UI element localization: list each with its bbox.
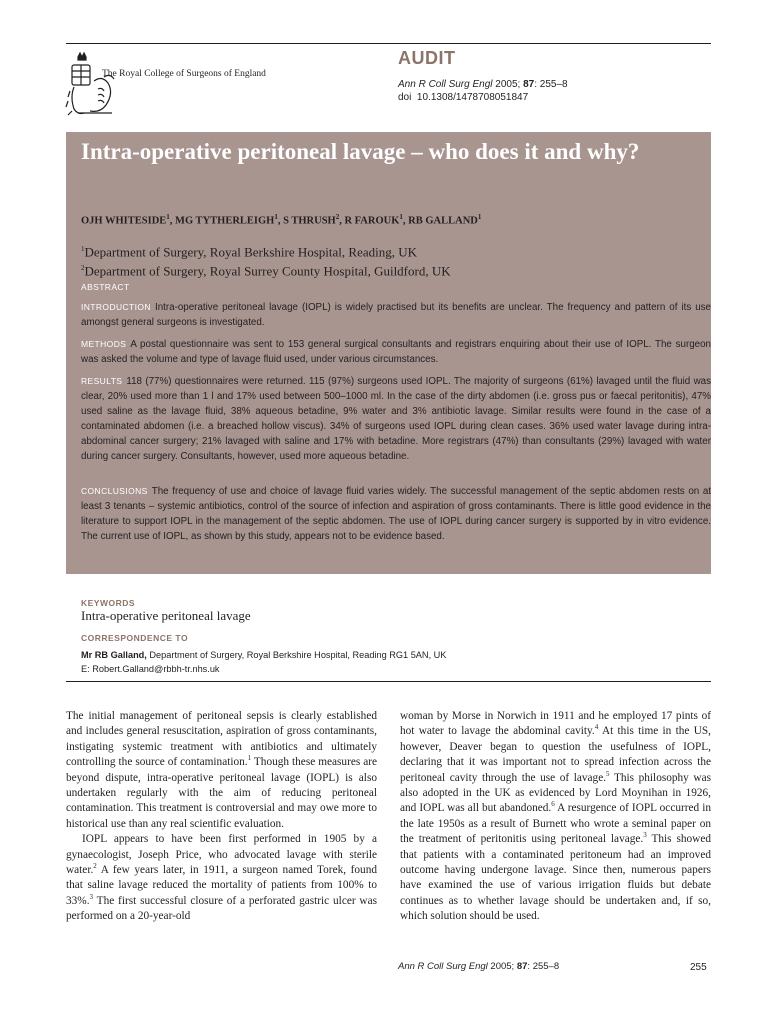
correspondence-label: CORRESPONDENCE TO	[81, 633, 189, 643]
footer-pages: : 255–8	[527, 961, 560, 972]
citation	[398, 78, 568, 92]
college-name: The Royal College of Surgeons of England	[102, 69, 266, 79]
body-text: The first successful closure of a perforated gastric ulcer was performed on a 20-year-old	[66, 894, 377, 923]
affiliation-text: Department of Surgery, Royal Surrey County Hospital, Guildford, UK	[84, 263, 451, 279]
section-rule	[66, 681, 711, 682]
author: RB GALLAND	[408, 215, 478, 227]
body-text: woman by Morse in Norwich in 1911 and he employed 17 pints of hot water to lavage the abdominal cavity.	[400, 710, 711, 738]
correspondence-details	[81, 648, 446, 676]
body-text: At this time in the US, however, Deaver began to question the usefulness of IOPL, declaring that it was important not to spread infection across the peritoneal cavity through the use of lavage.	[400, 725, 711, 784]
body-text: A few years later, in 1911, a surgeon named Torek, found that saline lavage reduced the mortality of patients from 100% to 33%.	[66, 864, 377, 907]
doi-value: 10.1308/1478708051847	[416, 92, 529, 103]
author: R FAROUK	[344, 215, 400, 227]
citation-year: 2005;	[495, 79, 521, 90]
body-text: Though these measures are beyond dispute, intra-operative peritoneal lavage (IOPL) is also undertaken regularly with the aim of reducing peritoneal contamination. This treatment is controversial and may owe more to historical use than any real scientific evaluation.	[66, 756, 378, 830]
affiliations	[81, 241, 451, 280]
reference-mark[interactable]: 6	[551, 800, 555, 809]
footer-citation	[398, 961, 559, 972]
footer-volume: 87	[516, 961, 528, 972]
correspondence-address: Department of Surgery, Royal Berkshire Hospital, Reading RG1 5AN, UK	[149, 650, 447, 660]
abstract-results	[81, 374, 711, 464]
body-column-right	[400, 709, 711, 925]
author-affiliation-mark: 1	[166, 213, 170, 221]
body-paragraph	[66, 832, 377, 924]
doi	[398, 92, 528, 103]
author-affiliation-mark: 2	[335, 213, 340, 221]
correspondence-email[interactable]: E: Robert.Galland@rbbh-tr.nhs.uk	[81, 664, 220, 674]
keywords-text: Intra-operative peritoneal lavage	[81, 608, 251, 623]
page-number: 255	[690, 962, 707, 973]
body-paragraph	[66, 709, 377, 832]
body-column-left	[66, 709, 377, 925]
abstract-conclusions	[81, 484, 711, 544]
body-text: A resurgence of IOPL occurred in the late 1950s as a result of Burnett who wrote a seminal paper on the treatment of peritonitis using peritoneal lavage.	[400, 802, 711, 846]
author: OJH WHITESIDE	[81, 215, 167, 227]
reference-mark[interactable]: 1	[247, 754, 252, 763]
doi-label: doi	[398, 92, 412, 103]
footer-journal: Ann R Coll Surg Engl	[398, 961, 488, 972]
reference-mark[interactable]: 3	[643, 831, 647, 840]
article-title: Intra-operative peritoneal lavage – who does it and why?	[81, 139, 640, 164]
citation-volume: 87	[523, 79, 535, 90]
top-rule	[66, 43, 711, 44]
journal-name: Ann R Coll Surg Engl	[398, 79, 493, 90]
section-label: AUDIT	[398, 48, 456, 68]
abstract-section-text: A postal questionnaire was sent to 153 general surgical consultants and registrars enquiring about their use of IOPL. The surgeon was asked the volume and type of lavage fluid used, under various circumstances.	[81, 339, 711, 365]
abstract-section-label: INTRODUCTION	[81, 302, 151, 312]
author-affiliation-mark: 1	[477, 213, 482, 221]
abstract-introduction	[81, 300, 711, 330]
keywords-label: KEYWORDS	[81, 598, 136, 608]
body-text: This philosophy was also adopted in the UK as evidenced by Lord Moynihan in 1926, and IOPL was all but abandoned.	[400, 771, 711, 815]
abstract-section-label: CONCLUSIONS	[81, 486, 148, 496]
abstract-section-text: The frequency of use and choice of lavage fluid varies widely. The successful management of the septic abdomen rests on at least 3 tenants – systemic antibiotics, control of the source of infection and aspiration of gross contaminants. There is little good evidence in the literature to support IOPL in the management of the septic abdomen. The use of IOPL during cancer surgery is supported by in vitro evidence. The current use of IOPL, as shown by this study, appears not to be evidence based.	[81, 486, 711, 542]
author-affiliation-mark: 1	[399, 213, 403, 221]
abstract-section-text: 118 (77%) questionnaires were returned. 115 (97%) surgeons used IOPL. The majority of surgeons (61%) lavaged until the fluid was clear, 20% used more than 1 l and 17% used between 500–1000 ml. In the case of the dirty abdomen (i.e. gross pus or faecal peritonitis), 47% used saline as the lavage fluid, 38% aqueous betadine, 9% water and 3% antibiotic lavage. Similar results were found in the case of a contaminated abdomen (i.e. a breached hollow viscus). 34% of surgeons used IOPL during clean cases. 36% used water lavage during intra-abdominal cancer surgery; 21% lavaged with saline and 17% with betadine. More registrars (47%) than consultants (29%) lavaged with water during cancer surgery. Consultants, however, used more aqueous betadine.	[81, 376, 711, 462]
reference-mark[interactable]: 4	[594, 723, 599, 732]
correspondence-name: Mr RB Galland,	[81, 650, 147, 660]
author: MG TYTHERLEIGH	[175, 215, 275, 227]
affiliation	[81, 260, 451, 279]
affiliation-text: Department of Surgery, Royal Berkshire Hospital, Reading, UK	[84, 244, 418, 260]
body-text: IOPL appears to have been first performed in 1905 by a gynaecologist, Joseph Price, who advocated lavage with sterile water.	[66, 833, 377, 877]
affiliation	[81, 241, 451, 260]
abstract-section-label: RESULTS	[81, 376, 123, 386]
college-crest-logo	[64, 51, 124, 121]
citation-pages: : 255–8	[534, 79, 568, 90]
author: S THRUSH	[283, 215, 336, 227]
author-list: OJH WHITESIDE$^1$, MG TYTHERLEIGH$^1$, S THRUSH$^2$, R FAROUK$^1$, RB GALLAND$^1$	[81, 213, 482, 227]
reference-mark[interactable]: 5	[606, 769, 610, 778]
body-text: This showed that patients with a contaminated peritoneum had an improved outcome having undergone lavage. Since then, numerous papers have examined the use of various irrigation fluids but debate continues as to whether lavage should be undertaken and, if so, which solution should be used.	[400, 833, 711, 923]
body-text: The initial management of peritoneal sepsis is clearly established and includes general resuscitation, aspiration of gross contaminants, instigating systemic treatment with antibiotics and ultimately controlling the source of contamination.	[66, 710, 377, 769]
affiliation-number: 1	[81, 245, 85, 253]
correspondence-address-line	[81, 648, 446, 662]
footer-year: 2005;	[490, 961, 515, 972]
body-paragraph	[400, 709, 711, 925]
affiliation-number: 2	[81, 264, 85, 273]
author-affiliation-mark: 1	[274, 213, 278, 221]
reference-mark[interactable]: 2	[93, 862, 97, 871]
reference-mark[interactable]: 3	[89, 893, 94, 902]
abstract-section-label: METHODS	[81, 339, 127, 349]
abstract-heading: ABSTRACT	[81, 282, 130, 292]
abstract-methods	[81, 337, 711, 367]
abstract-section-text: Intra-operative peritoneal lavage (IOPL) is widely practised but its benefits are unclear. The frequency and pattern of its use amongst general surgeons is investigated.	[81, 302, 711, 328]
